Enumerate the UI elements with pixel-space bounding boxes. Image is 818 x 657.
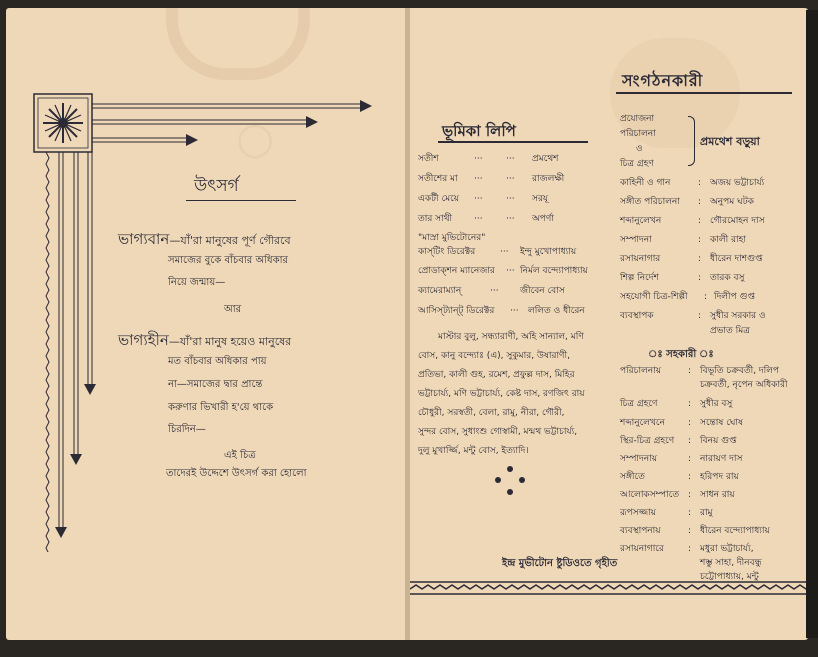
assistant-name: সাধন রায়	[700, 490, 735, 500]
left-page	[6, 8, 406, 640]
crew-sep: :	[698, 197, 702, 207]
crew-name: জীবেন বোস	[520, 286, 565, 296]
cast-role: একটী মেয়ে	[418, 194, 460, 204]
assistant-sep: :	[688, 526, 692, 536]
other-cast-line: সুন্দর বোস, সুধাংশু গোস্বামী, মন্মথ ভট্টাচার্য্য,	[418, 427, 578, 437]
crew-name: ইন্দু মুখোপাধ্যায়	[520, 247, 577, 257]
assistant-role: চিত্র গ্রহণে	[620, 399, 658, 409]
crew-sep: :	[698, 254, 702, 264]
dedication-line: করুণার ভিখারী হ'য়ে থাকে	[168, 402, 274, 413]
crew-sep: :	[698, 216, 702, 226]
assistant-name: সন্তোষ ঘোষ	[700, 418, 743, 428]
dedication-line: চিরদিন—	[168, 424, 206, 435]
crew-name: সুধীর সরকার ও	[710, 311, 766, 321]
cast-role: সতীশের মা	[418, 174, 458, 184]
closing-line: এই চিত্র	[224, 450, 256, 461]
crew-sep: :	[698, 235, 702, 245]
organizers-title: সংগঠনকারী	[622, 71, 704, 90]
title-underline	[186, 200, 296, 201]
right-page	[410, 8, 808, 640]
crew-sep: ···	[500, 247, 509, 257]
cast-actor: সরযূ	[532, 194, 549, 204]
direction-label: চিত্র গ্রহণ	[620, 159, 654, 169]
crew-role: প্রোডাক্‌শন ম্যানেজার	[418, 266, 495, 276]
dedication-line: সমাজের বুকে বাঁচবার অধিকার	[168, 255, 288, 266]
dedication-line: আর	[224, 304, 242, 315]
assistant-name: বিভূতি চক্রবর্তী, দলিপ	[700, 366, 780, 376]
assistant-sep: :	[688, 508, 692, 518]
watermark-shape	[166, 8, 310, 80]
other-cast-line: দুলু মুখাৰ্জ্জি, মন্টু বোস, ইত্যাদি।	[418, 446, 529, 456]
dedication-title: উৎসর্গ	[194, 176, 239, 196]
assistant-sep: :	[688, 399, 692, 409]
cast-title: ভূমিকা লিপি	[442, 122, 516, 140]
dots-ornament	[490, 464, 530, 500]
direction-label: ও	[636, 144, 643, 154]
other-cast-line: চৌধুরী, সরস্বতী, বেলা, রামু, নীরা, গৌরী,	[418, 408, 565, 418]
other-cast-line: মাস্টার বুলু, সন্ধ্যারাণী, অহি সান্যাল, মণি	[438, 332, 584, 342]
crew-sep: :	[698, 273, 702, 283]
direction-label: প্রযোজনা	[620, 114, 655, 124]
group-label: "মাস্রা মুভিটোনের"	[418, 233, 486, 243]
studio-footer: ইন্দ্র মুভীটোন ষ্টুডিওতে গৃহীত	[502, 558, 618, 569]
crew-role: সঙ্গীত পরিচালনা	[620, 197, 680, 207]
crew-name: অনুপম ঘটক	[710, 197, 754, 207]
assistant-name: চট্টোপাধ্যায়, মন্টু	[700, 572, 759, 582]
organizers-underline	[616, 92, 792, 94]
cast-role: তার সাথী	[418, 214, 453, 224]
cast-sep: ···	[506, 214, 515, 224]
crew-role: রসায়নাগার	[620, 254, 661, 264]
other-cast-line: বোস, কানু বন্দ্যোঃ (এ), সুকুমার, উষারাণী,	[418, 351, 570, 361]
cast-underline	[438, 141, 588, 143]
assistant-name: ধীরেন বন্দ্যোপাধ্যায়	[700, 526, 770, 536]
assistant-sep: :	[688, 366, 692, 376]
assistant-sep: :	[688, 544, 692, 554]
crew-role: কাস্‌টিং ডিরেক্টর	[418, 247, 476, 257]
crew-name: দিলীপ গুপ্ত	[714, 292, 755, 302]
assistant-role: সঙ্গীতে	[620, 472, 645, 482]
crew-name: ললিত ও ধীরেন	[528, 306, 585, 316]
assistant-name: সুধীর বসু	[700, 399, 733, 409]
assistant-role: পরিচালনায়	[620, 366, 662, 376]
cast-actor: অপর্ণা	[532, 214, 554, 224]
crew-role: ক্যামেরাম্যান্‌	[418, 286, 462, 296]
crew-name: কালী রাহা	[710, 235, 746, 245]
crew-sep: ···	[490, 286, 499, 296]
assistant-name: বিনয় গুপ্ত	[700, 436, 737, 446]
assistant-sep: :	[688, 418, 692, 428]
crew-role: ব্যবস্থাপক	[620, 311, 654, 321]
direction-label: পরিচালনা	[620, 129, 656, 139]
assistant-name: শম্ভু সাহা, দীনবন্ধু	[700, 558, 762, 568]
assistant-role: স্থির-চিত্র গ্রহণে	[620, 436, 675, 446]
assistant-name: হরিপদ রায়	[700, 472, 739, 482]
assistant-sep: :	[688, 454, 692, 464]
assistant-role: রসায়নাগারে	[620, 544, 664, 554]
dedication-line: মত বাঁচবার অধিকার পায়	[168, 356, 267, 367]
assistant-role: রূপসজ্জায়	[620, 508, 656, 518]
crew-sep: ···	[510, 306, 519, 316]
cast-sep: ···	[506, 194, 515, 204]
director-name: প্রমথেশ বড়ুয়া	[700, 135, 760, 148]
crew-name: ধীরেন দাশগুপ্ত	[710, 254, 763, 264]
crew-sep: :	[698, 178, 702, 188]
crew-role: শিল্প নির্দেশ	[620, 273, 659, 283]
cast-role: সতীশ	[418, 154, 439, 164]
closing-line: তাদেরই উদ্দেশে উৎসর্গ করা হোলো	[166, 468, 307, 479]
crew-sep: :	[704, 292, 708, 302]
dedication-line: নিয়ে জন্মায়—	[168, 277, 226, 288]
assistant-name: চক্রবর্তী, নৃপেন অধিকারী	[700, 380, 788, 390]
crew-role: আসিস্‌ট্যান্ট্‌ ডিরেক্টর	[418, 306, 495, 316]
assistants-title: ঃ সহকারী ঃ	[648, 349, 714, 360]
assistant-name: মধুরা ভট্টাচার্য্য,	[700, 544, 754, 554]
cast-sep: ···	[506, 174, 515, 184]
other-cast-line: ভট্টাচার্য্য, মণি ভট্টাচার্য্য, কেষ্ট দাস, রণজিৎ রায়	[418, 389, 585, 399]
cast-sep: ···	[474, 214, 483, 224]
watermark-shape-2: ○	[236, 113, 275, 164]
crew-name: অজয় ভট্টাচার্য্য	[710, 178, 765, 188]
cast-actor: রাজলক্ষী	[532, 174, 565, 184]
crew-role: সহযোগী চিত্র-শিল্পী	[620, 292, 688, 302]
dedication-line: না—সমাজের দ্বার প্রান্তে	[168, 379, 263, 390]
crew-name: গৌরমোহন দাস	[710, 216, 765, 226]
assistant-sep: :	[688, 490, 692, 500]
book-edge	[806, 10, 818, 638]
crew-name: প্রভাত মিত্র	[710, 326, 750, 336]
crew-role: শব্দানুলেখন	[620, 216, 662, 226]
assistant-sep: :	[688, 472, 692, 482]
assistant-role: আলোকসম্পাতে	[620, 490, 680, 500]
cast-sep: ···	[474, 174, 483, 184]
dedication-line: ভাগ্যবান—যাঁ'রা মানুষের পূর্ণ গৌরবে	[118, 230, 291, 248]
cast-sep: ···	[474, 154, 483, 164]
bracket	[688, 116, 695, 166]
assistant-role: ব্যবস্থাপনায়	[620, 526, 661, 536]
cast-sep: ···	[474, 194, 483, 204]
dedication-line: ভাগ্যহীন—যাঁ'রা মানুষ হয়েও মানুষের	[118, 331, 292, 349]
crew-name: তারক বসু	[710, 273, 745, 283]
cast-actor: প্রমথেশ	[532, 154, 559, 164]
footer-border	[410, 578, 806, 598]
crew-name: নির্মল বন্দ্যোপাধ্যায়	[520, 266, 588, 276]
crew-sep: ···	[506, 266, 515, 276]
assistant-name: নারায়ণ দাস	[700, 454, 743, 464]
assistant-role: সম্পাদনায়	[620, 454, 657, 464]
other-cast-line: প্রতিভা, কালী গুহ, রমেশ, প্রফুল্ল দাস, মিহির	[418, 370, 575, 380]
ornament-frame	[30, 92, 380, 552]
crew-sep: :	[698, 311, 702, 321]
assistant-role: শব্দানুলেখনে	[620, 418, 665, 428]
crew-role: সম্পাদনা	[620, 235, 652, 245]
crew-role: কাহিনী ও গান	[620, 178, 671, 188]
cast-sep: ···	[506, 154, 515, 164]
assistant-name: রামু	[700, 508, 713, 518]
assistant-sep: :	[688, 436, 692, 446]
